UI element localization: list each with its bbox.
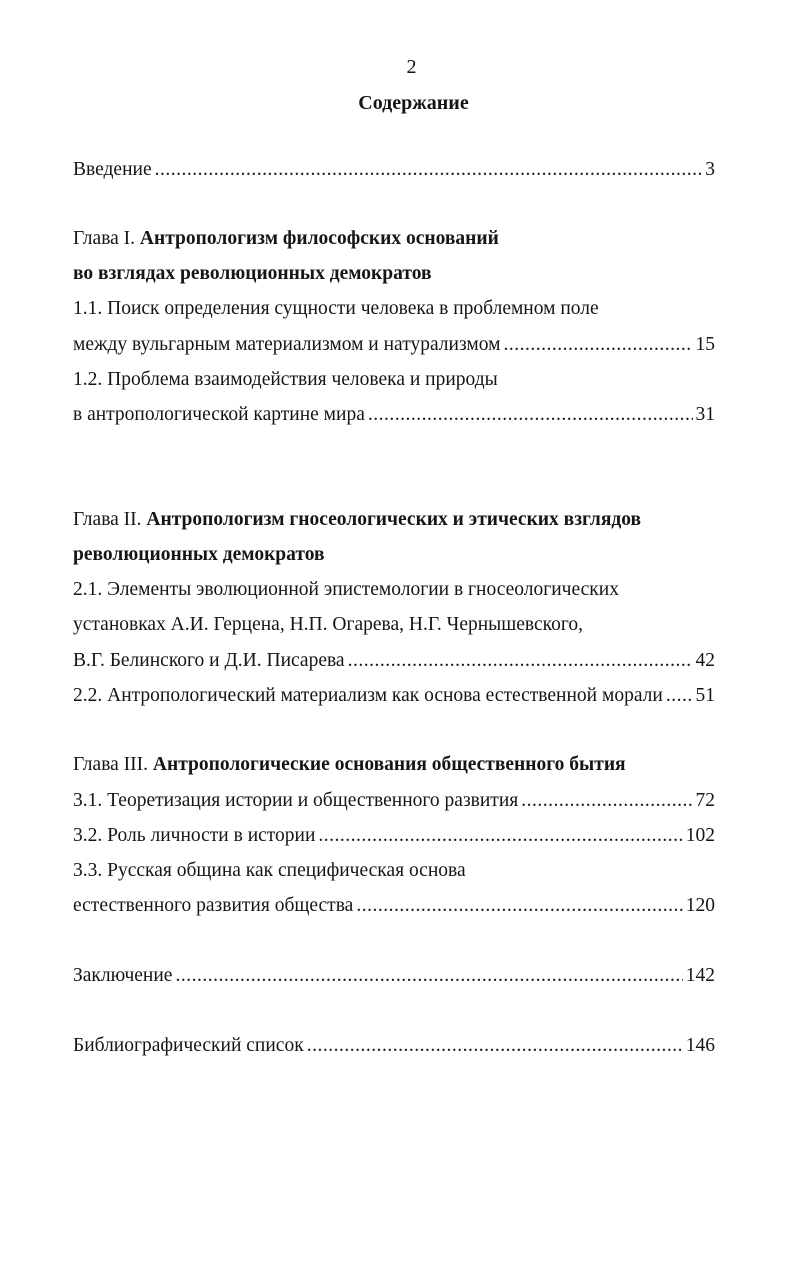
- leader-dots: [356, 893, 682, 919]
- chapter-2-title: Антропологизм гносеологических и этических взглядов: [146, 509, 642, 530]
- toc-entry-section-3-1[interactable]: [73, 788, 715, 814]
- toc-page-number: 15: [695, 334, 715, 355]
- toc-page-number: 3: [705, 159, 715, 180]
- leader-dots: [348, 648, 693, 674]
- section-2-1-line2: установках А.И. Герцена, Н.П. Огарева, Н.Г. Чернышевского,: [73, 614, 584, 635]
- toc-entry-label: Введение: [73, 159, 152, 180]
- chapter-1-title-cont: во взглядах революционных демократов: [73, 263, 432, 284]
- page-number: 2: [406, 56, 417, 78]
- toc-entry-label: Заключение: [73, 965, 173, 986]
- toc-entry-section-3-3[interactable]: [73, 893, 715, 919]
- chapter-2-title-cont: революционных демократов: [73, 544, 325, 565]
- leader-dots: [521, 788, 692, 814]
- toc-entry-section-1-1[interactable]: [73, 332, 715, 358]
- toc-entry-label: 2.2. Антропологический материализм как основа естественной морали: [73, 685, 663, 706]
- toc-page-number: 42: [695, 650, 715, 671]
- toc-page-number: 72: [695, 790, 715, 811]
- leader-dots: [155, 157, 703, 183]
- section-2-1-line1: 2.1. Элементы эволюционной эпистемологии в гносеологических: [73, 579, 619, 600]
- leader-dots: [175, 963, 682, 989]
- chapter-1-title: Антропологизм философских оснований: [139, 228, 499, 249]
- toc-entry-label: 3.2. Роль личности в истории: [73, 825, 316, 846]
- section-3-3-line1: 3.3. Русская община как специфическая основа: [73, 860, 466, 881]
- toc-entry-bibliography[interactable]: [73, 1033, 715, 1059]
- chapter-3-title: Антропологические основания общественного бытия: [152, 754, 626, 775]
- leader-dots: [666, 683, 693, 709]
- toc-page-number: 51: [695, 685, 715, 706]
- chapter-1-prefix: Глава I.: [73, 228, 136, 249]
- toc-entry-section-3-2[interactable]: [73, 823, 715, 849]
- leader-dots: [318, 823, 682, 849]
- chapter-3-prefix: Глава III.: [73, 754, 149, 775]
- toc-page-number: 146: [685, 1035, 715, 1056]
- toc-entry-section-1-2[interactable]: [73, 402, 715, 428]
- toc-entry-label: естественного развития общества: [73, 895, 354, 916]
- toc-entry-label: между вульгарным материализмом и натурализмом: [73, 334, 501, 355]
- toc-entry-introduction[interactable]: [73, 157, 715, 183]
- chapter-3-heading: [73, 752, 715, 778]
- section-1-1-line1: 1.1. Поиск определения сущности человека в проблемном поле: [73, 298, 599, 319]
- toc-entry-label: В.Г. Белинского и Д.И. Писарева: [73, 650, 345, 671]
- chapter-2-heading: [73, 507, 715, 533]
- toc-entry-label: 3.1. Теоретизация истории и общественного развития: [73, 790, 519, 811]
- toc-entry-label: в антропологической картине мира: [73, 404, 365, 425]
- leader-dots: [503, 332, 692, 358]
- toc-entry-label: Библиографический список: [73, 1035, 304, 1056]
- toc-entry-conclusion[interactable]: [73, 963, 715, 989]
- page-title: Содержание: [358, 92, 469, 114]
- toc-entry-section-2-1[interactable]: [73, 648, 715, 674]
- toc-page-number: 120: [685, 895, 715, 916]
- section-1-2-line1: 1.2. Проблема взаимодействия человека и природы: [73, 369, 498, 390]
- chapter-1-heading: [73, 226, 715, 252]
- chapter-2-prefix: Глава II.: [73, 509, 142, 530]
- toc-page-number: 142: [685, 965, 715, 986]
- leader-dots: [368, 402, 693, 428]
- toc-page-number: 31: [695, 404, 715, 425]
- toc-entry-section-2-2[interactable]: [73, 683, 715, 709]
- toc-page-number: 102: [685, 825, 715, 846]
- leader-dots: [307, 1033, 683, 1059]
